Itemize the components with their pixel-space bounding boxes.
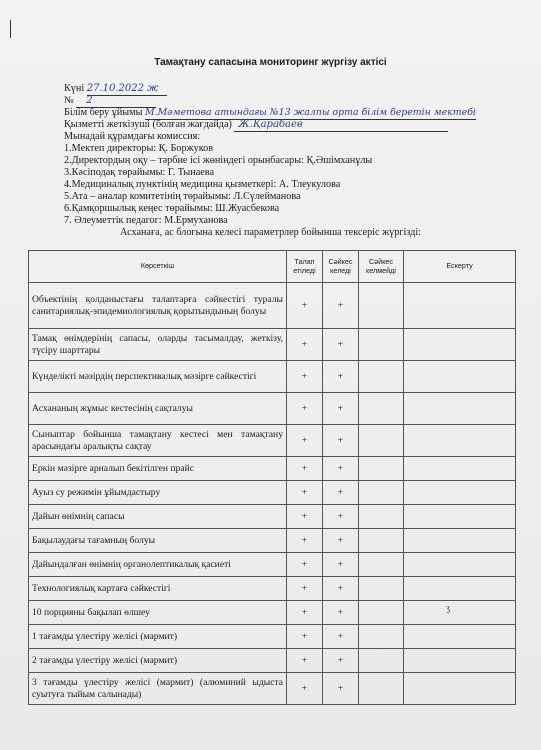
date-value: 27.10.2022 ж <box>87 83 167 96</box>
compliant-cell: + <box>323 361 359 393</box>
date-label: Күні <box>64 83 85 94</box>
compliant-cell: + <box>323 673 359 705</box>
required-cell: + <box>287 649 323 673</box>
organization-value: М.Мәметова атындағы №13 жалпы орта білім беретін мектебі <box>145 107 476 118</box>
note-cell <box>404 283 516 329</box>
note-cell <box>404 457 516 481</box>
noncompliant-cell <box>359 649 404 673</box>
table-row <box>29 393 516 425</box>
compliant-cell: + <box>323 577 359 601</box>
table-row <box>29 601 516 625</box>
table-row <box>29 505 516 529</box>
indicator-cell: 2 тағамды үлестіру желісі (мармит) <box>29 649 287 673</box>
pen-mark: ʒ <box>446 603 450 613</box>
required-cell: + <box>287 577 323 601</box>
organization-label: Білім беру ұйымы <box>64 107 143 118</box>
indicator-cell: Еркін мәзірге арналып бекітілген прайс <box>29 457 287 481</box>
supplier-value: Ж.Қарабаев <box>234 119 448 132</box>
required-cell: + <box>287 457 323 481</box>
required-cell: + <box>287 505 323 529</box>
compliant-cell: + <box>323 553 359 577</box>
table-row <box>29 329 516 361</box>
required-cell: + <box>287 673 323 705</box>
compliant-cell: + <box>323 425 359 457</box>
required-cell: + <box>287 601 323 625</box>
note-cell <box>404 601 516 625</box>
inspection-table <box>28 250 516 705</box>
commission-member-7: 7. Әлеуметтік педагог: М.Ермуханова <box>64 215 228 226</box>
indicator-cell: 10 порцияны бақылап өлшеу <box>29 601 287 625</box>
column-header-indicator: Көрсеткіш <box>29 251 287 283</box>
noncompliant-cell <box>359 457 404 481</box>
indicator-cell: Тамақ өнімдерінің сапасы, оларды тасымалдау, жеткізу, түсіру шарттары <box>29 329 287 361</box>
commission-member-1: 1.Мектеп директоры: Қ. Боржуков <box>64 143 214 154</box>
note-cell <box>404 649 516 673</box>
column-header-required: Талап етіледі <box>287 251 323 283</box>
indicator-cell: Ауыз су режимін ұйымдастыру <box>29 481 287 505</box>
compliant-cell: + <box>323 529 359 553</box>
required-cell: + <box>287 283 323 329</box>
noncompliant-cell <box>359 425 404 457</box>
table-row <box>29 625 516 649</box>
table-row <box>29 457 516 481</box>
compliant-cell: + <box>323 505 359 529</box>
note-cell <box>404 625 516 649</box>
noncompliant-cell <box>359 283 404 329</box>
table-header-row <box>29 251 516 283</box>
noncompliant-cell <box>359 505 404 529</box>
noncompliant-cell <box>359 601 404 625</box>
note-cell <box>404 673 516 705</box>
table-row <box>29 673 516 705</box>
required-cell: + <box>287 393 323 425</box>
required-cell: + <box>287 553 323 577</box>
indicator-cell: Дайын өнімнің сапасы <box>29 505 287 529</box>
table-row <box>29 283 516 329</box>
indicator-cell: Сыныптар бойынша тамақтану кестесі мен тамақтану арасындағы аралықты сақтау <box>29 425 287 457</box>
noncompliant-cell <box>359 481 404 505</box>
noncompliant-cell <box>359 529 404 553</box>
indicator-cell: Күнделікті мәзірдің перспективалық мәзірге сәйкестігі <box>29 361 287 393</box>
column-header-noncompliant: Сәйкес келмейді <box>359 251 404 283</box>
compliant-cell: + <box>323 329 359 361</box>
number-value: 2 <box>76 95 156 108</box>
indicator-cell: 3 тағамды үлестіру желісі (мармит) (алюминий ыдыста суытуға тыйым салынады) <box>29 673 287 705</box>
supplier-label: Қызметті жеткізуші (болған жағдайда) <box>64 119 232 130</box>
noncompliant-cell <box>359 673 404 705</box>
note-cell <box>404 481 516 505</box>
note-cell <box>404 505 516 529</box>
table-row <box>29 361 516 393</box>
indicator-cell: Дайындалған өнімнің органолептикалық қасиеті <box>29 553 287 577</box>
note-cell <box>404 329 516 361</box>
note-cell <box>404 393 516 425</box>
compliant-cell: + <box>323 649 359 673</box>
margin-mark <box>10 20 11 38</box>
required-cell: + <box>287 625 323 649</box>
table-row <box>29 553 516 577</box>
compliant-cell: + <box>323 283 359 329</box>
commission-intro: Мынадай құрамдағы комиссия: <box>64 131 201 142</box>
table-row <box>29 649 516 673</box>
table-row <box>29 481 516 505</box>
note-cell <box>404 577 516 601</box>
column-header-note: Ескерту <box>404 251 516 283</box>
compliant-cell: + <box>323 481 359 505</box>
indicator-cell: Асхананың жұмыс кестесінің сақталуы <box>29 393 287 425</box>
compliant-cell: + <box>323 601 359 625</box>
noncompliant-cell <box>359 577 404 601</box>
noncompliant-cell <box>359 625 404 649</box>
number-label: № <box>64 95 74 106</box>
commission-member-6: 6.Қамқоршылық кеңес төрайымы: Ш.Жуасбекова <box>64 203 280 214</box>
indicator-cell: Объектінің қолданыстағы талаптарға сәйкестігі туралы санитариялық-эпидемиологиялық қорытындының болуы <box>29 283 287 329</box>
compliant-cell: + <box>323 625 359 649</box>
noncompliant-cell <box>359 361 404 393</box>
column-header-compliant: Сәйкес келеді <box>323 251 359 283</box>
note-cell <box>404 529 516 553</box>
indicator-cell: Бақылаудағы тағамның болуы <box>29 529 287 553</box>
document-title: Тамақтану сапасына мониторинг жүргізу актісі <box>154 57 387 68</box>
required-cell: + <box>287 361 323 393</box>
commission-member-2: 2.Директордың оқу – тәрбие ісі жөніндегі орынбасары: Қ.Әшімханұлы <box>64 155 373 166</box>
indicator-cell: Технологиялық картаға сәйкестігі <box>29 577 287 601</box>
required-cell: + <box>287 329 323 361</box>
compliant-cell: + <box>323 457 359 481</box>
required-cell: + <box>287 481 323 505</box>
table-row <box>29 425 516 457</box>
note-cell <box>404 553 516 577</box>
noncompliant-cell <box>359 393 404 425</box>
commission-member-5: 5.Ата – аналар комитетінің төрайымы: Л.Сүлейманова <box>64 191 301 202</box>
inspection-text: Асханаға, ас блогына келесі параметрлер бойынша тексеріс жүргізді: <box>120 227 421 238</box>
commission-member-4: 4.Медициналық пунктінің медицина қызметкері: А. Тлеукулова <box>64 179 341 190</box>
indicator-cell: 1 тағамды үлестіру желісі (мармит) <box>29 625 287 649</box>
noncompliant-cell <box>359 553 404 577</box>
noncompliant-cell <box>359 329 404 361</box>
note-cell <box>404 425 516 457</box>
table-row <box>29 529 516 553</box>
commission-member-3: 3.Кәсіподақ төрайымы: Г. Тынаева <box>64 167 214 178</box>
note-cell <box>404 361 516 393</box>
compliant-cell: + <box>323 393 359 425</box>
required-cell: + <box>287 529 323 553</box>
required-cell: + <box>287 425 323 457</box>
table-row <box>29 577 516 601</box>
